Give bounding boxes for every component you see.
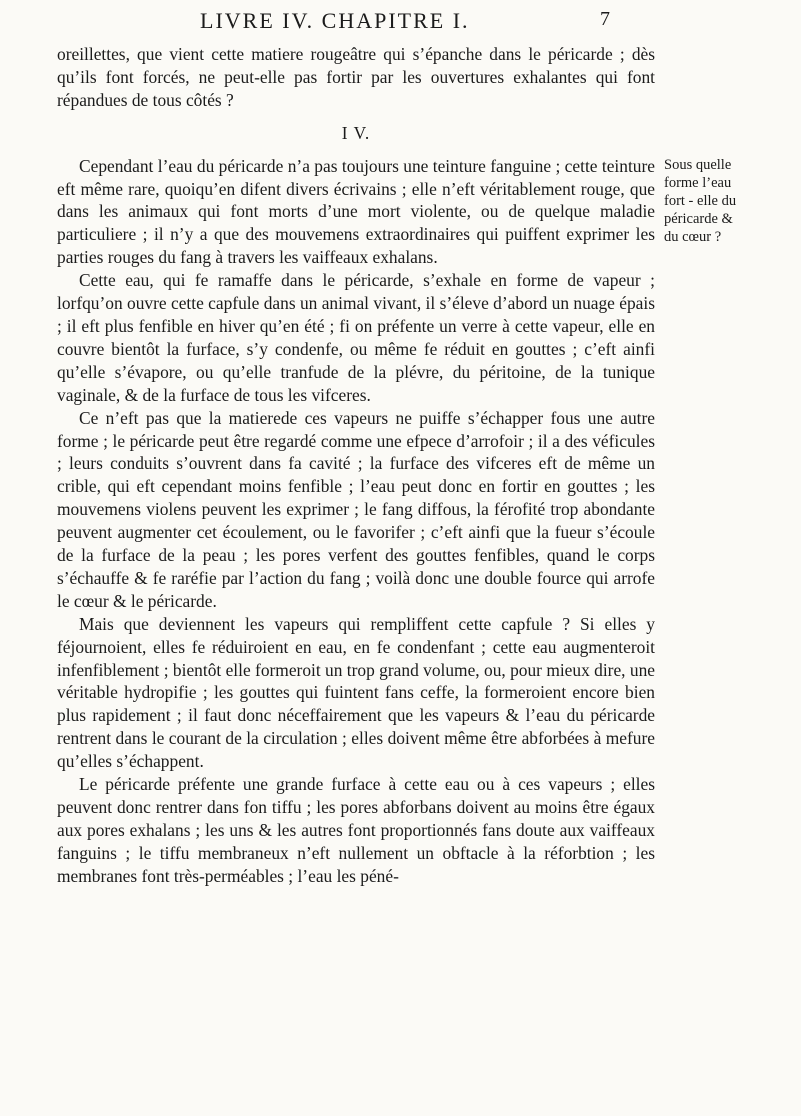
page-header: [200, 8, 610, 42]
section-number: I V.: [341, 122, 371, 143]
margin-note-line: fort - elle du: [664, 193, 737, 209]
paragraph-3: Ce n’eft pas que la matierede ces vapeurs ne puiffe s’échapper fous une autre forme ; le péricarde peut être regardé comme une efpece d’arrofoir ; il a des véficules ; leurs conduits s’ouvrent dans fa cavité ; la furface des vifceres eft de même un crible, qui eft cependant moins fenfible ; l’eau peut donc en fortir en gouttes ; les mouvemens violens peuvent les exprimer ; le fang diffous, la férofité trop abondante peuvent augmenter cet écoulement, ou le favorifer ; c’eft ainfi que la fueur s’écoule de la furface de la peau ; les pores verfent des gouttes fenfibles, quand le corps s’échauffe & fe raréfie par l’action du fang ; voilà donc une double fource qui arrofe le cœur & le péricarde.: [57, 407, 655, 611]
main-text-column: [57, 43, 655, 888]
margin-note-line: Sous quelle: [664, 157, 732, 173]
running-head: LIVRE IV. CHAPITRE I.: [200, 8, 470, 33]
margin-note-line: péricarde &: [664, 211, 733, 227]
paragraph-2: Cette eau, qui fe ramaffe dans le péricarde, s’exhale en forme de vapeur ; lorfqu’on ouvre cette capfule dans un animal vivant, il s’éleve d’abord un nuage épais ; il eft plus fenfible en hiver qu’en été ; fi on préfente un verre à cette vapeur, elle en couvre bientôt la furface, s’y condenfe, ou même fe réduit en gouttes ; c’eft ainfi qu’elle s’évapore, ou qu’elle tranfude de la plévre, du péritoine, de la tunique vaginale, & de la furface de tous les vifceres.: [57, 270, 655, 405]
paragraph-continued: oreillettes, que vient cette matiere rougeâtre qui s’épanche dans le péricarde ; dès qu’ils font forcés, ne peut-elle pas fortir par les ouvertures exhalantes qui font répandues de tous côtés ?: [57, 44, 655, 110]
margin-note-line: du cœur ?: [664, 229, 722, 245]
paragraph-4: Mais que deviennent les vapeurs qui rempliffent cette capfule ? Si elles y féjournoient, elles fe réduiroient en eau, en fe condenfant ; cette eau augmenteroit infenfiblement ; bientôt elle formeroit un trop grand volume, ou, pour mieux dire, une véritable hydropifie ; les gouttes qui fuintent fans ceffe, la formeroient encore bien plus rapidement ; il faut donc néceffairement que les vapeurs & l’eau du péricarde rentrent dans le courant de la circulation ; elles doivent même être abforbées à mefure qu’elles s’échappent.: [57, 613, 655, 772]
margin-note-line: forme l’eau: [664, 175, 732, 191]
paragraph-1: Cependant l’eau du péricarde n’a pas toujours une teinture fanguine ; cette teinture eft même rare, quoiqu’en difent divers écrivains ; elle n’eft véritablement rouge, que dans les animaux qui font morts d’une mort violente, ou de quelque maladie particuliere ; il n’y a que des mouvemens extraordinaires qui puiffent exprimer les parties rouges du fang à travers les vaiffeaux exhalans.: [57, 155, 655, 268]
margin-note: [664, 156, 784, 246]
page-number: 7: [600, 8, 610, 30]
paragraph-5: Le péricarde préfente une grande furface à cette eau ou à ces vapeurs ; elles peuvent donc rentrer dans fon tiffu ; les pores abforbans doivent au moins être égaux aux pores exhalans ; les uns & les autres font proportionnés fans doute aux vaiffeaux fanguins ; le tiffu membraneux n’eft nullement un obftacle à la réforbtion ; les membranes font très-perméables ; l’eau les péné-: [57, 774, 655, 886]
